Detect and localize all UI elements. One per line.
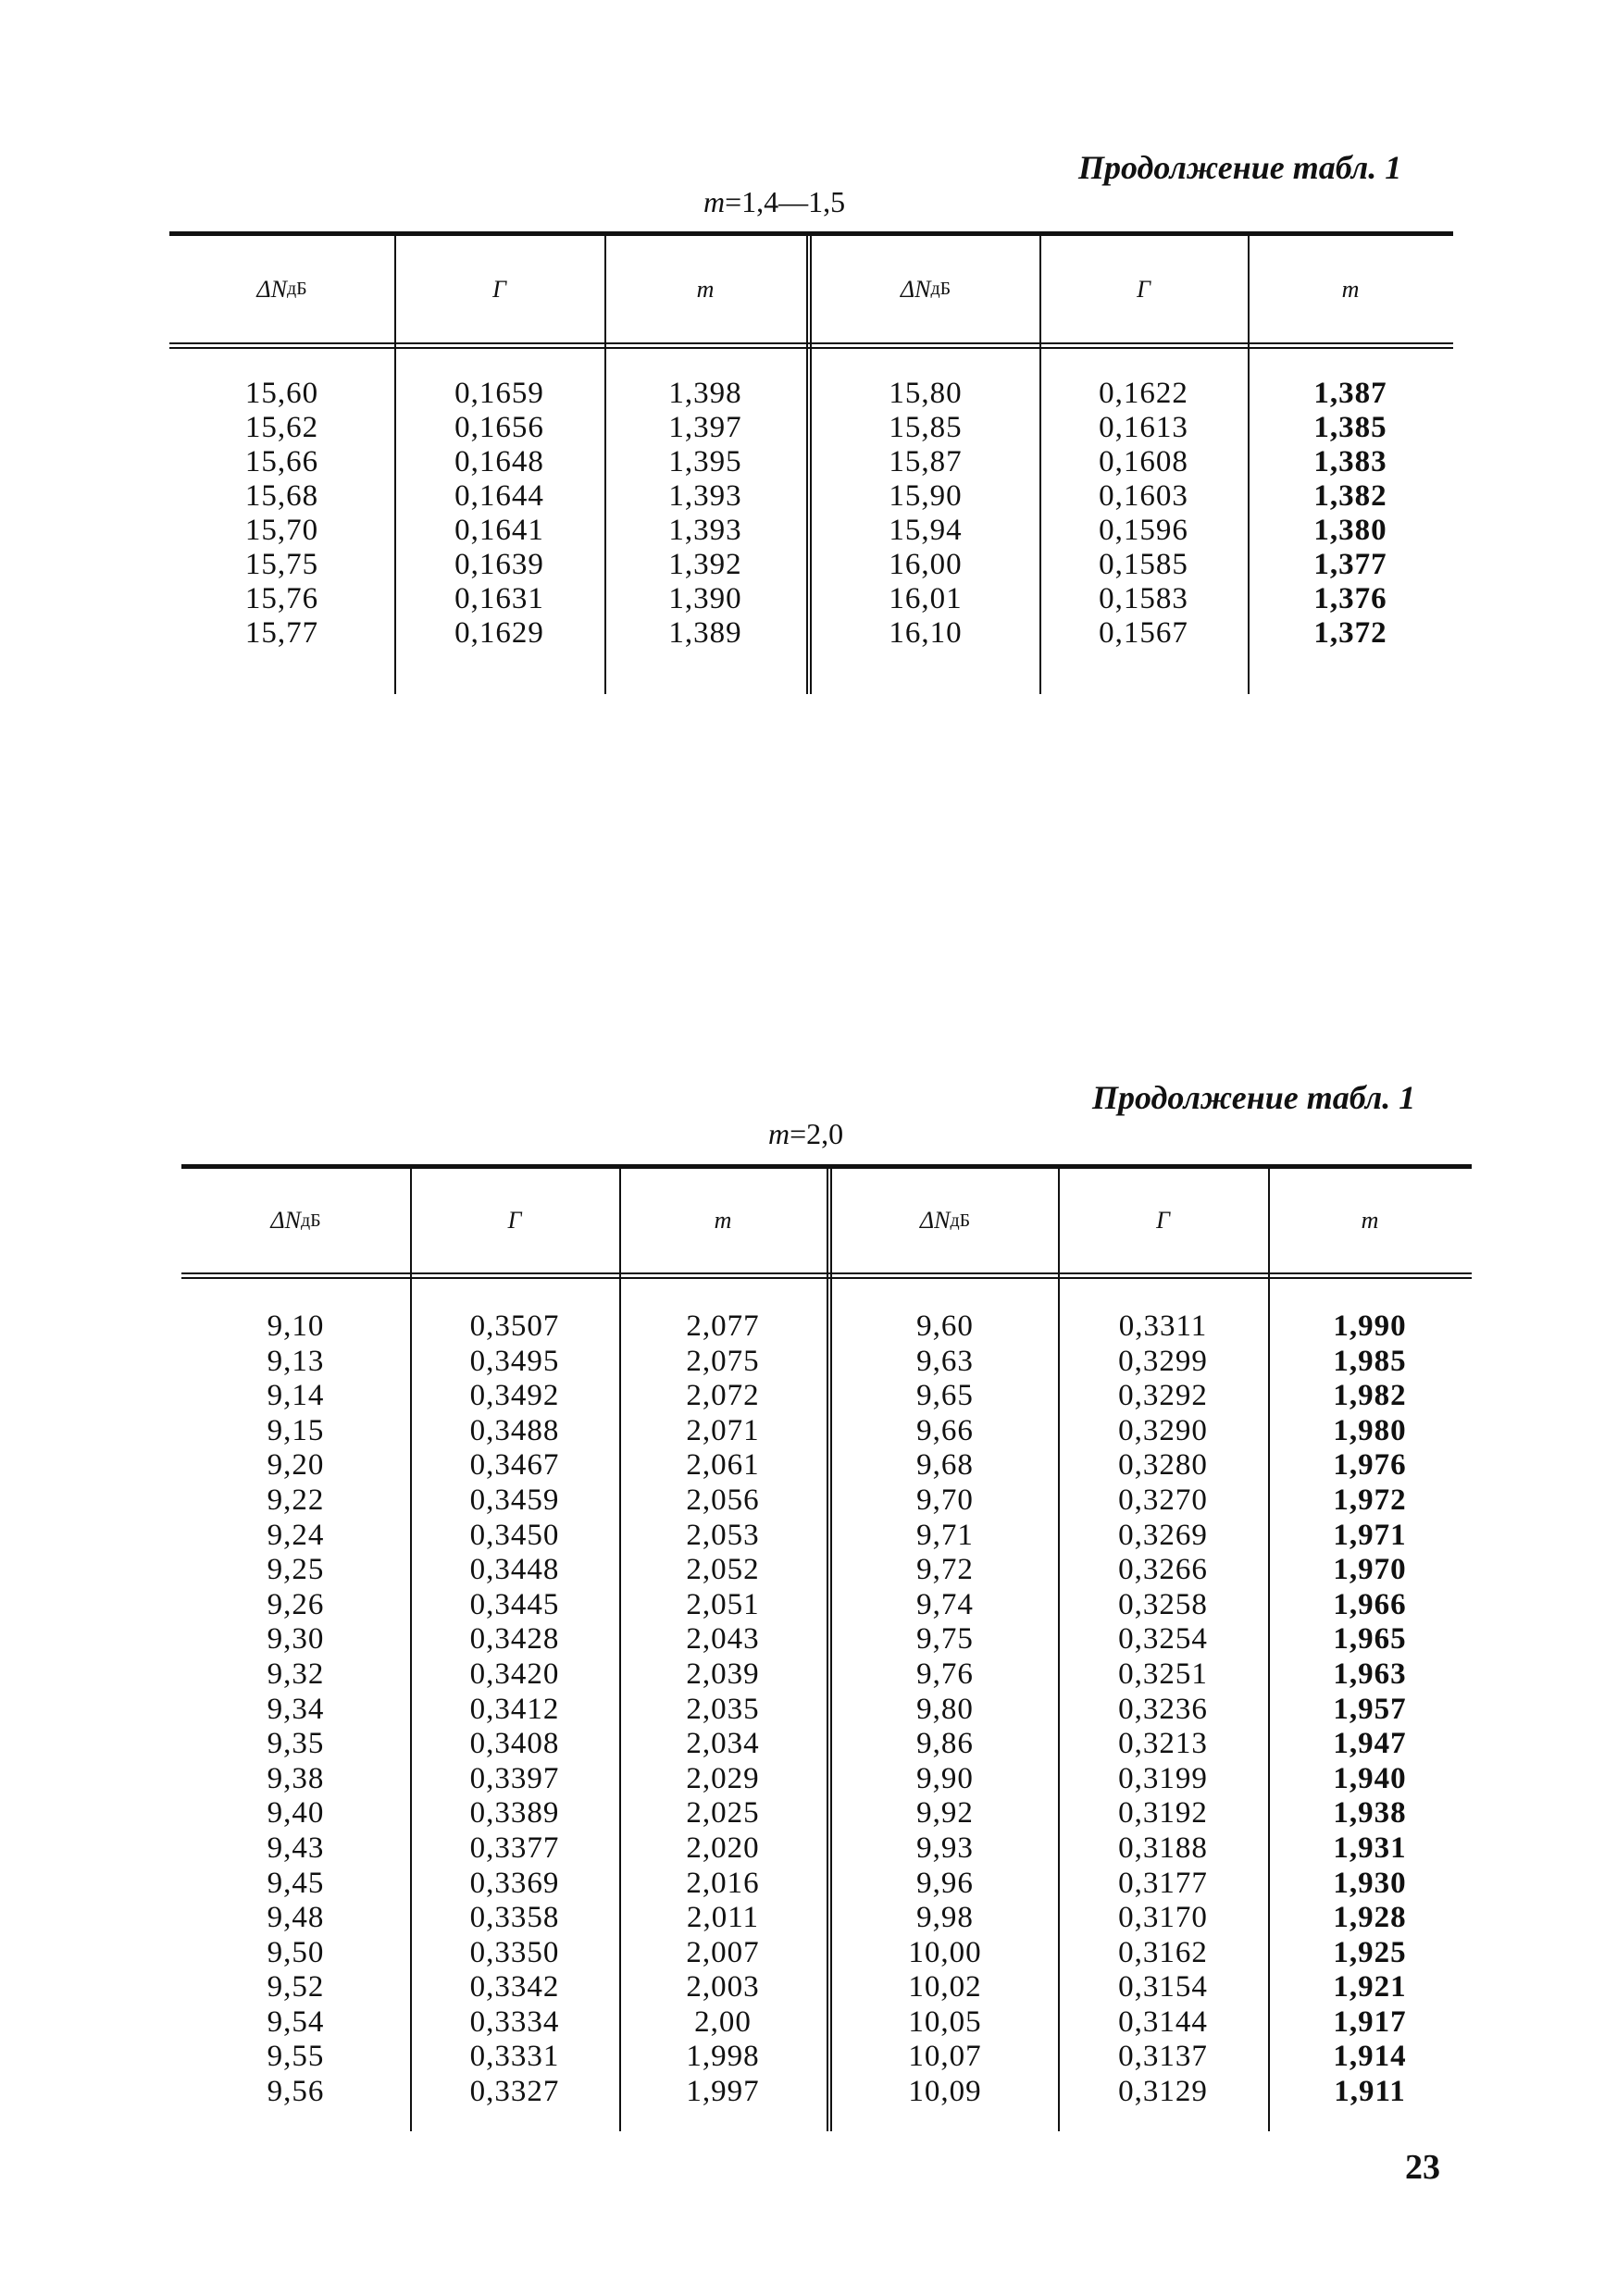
table-cell: 0,3408 bbox=[469, 1727, 560, 1761]
subheading-variable: m bbox=[703, 185, 726, 218]
table-cell: 0,3162 bbox=[1118, 1935, 1208, 1969]
table-cell: 15,76 bbox=[244, 582, 319, 615]
table-cell: 0,3342 bbox=[469, 1970, 560, 2004]
table-cell: 2,075 bbox=[686, 1344, 760, 1378]
table-cell: 0,3331 bbox=[469, 2040, 560, 2074]
table-cell: 2,00 bbox=[694, 2004, 752, 2039]
table-cell: 9,66 bbox=[916, 1413, 974, 1447]
header-delta-n: ΔN дБ bbox=[256, 275, 307, 303]
table-cell: 15,70 bbox=[244, 514, 319, 547]
table-cell: 0,1648 bbox=[454, 445, 544, 478]
table-cell: 0,3299 bbox=[1118, 1344, 1208, 1378]
table-cell: 0,3459 bbox=[469, 1483, 560, 1517]
table-cell: 0,1622 bbox=[1099, 377, 1188, 410]
table-cell: 10,09 bbox=[908, 2075, 982, 2109]
table-cell: 9,76 bbox=[916, 1657, 974, 1691]
table-cell: 16,01 bbox=[889, 582, 963, 615]
table-cell: 9,56 bbox=[267, 2075, 325, 2109]
table-cell: 9,10 bbox=[267, 1309, 325, 1343]
column-m bbox=[1268, 1309, 1472, 2110]
table-cell: 0,3358 bbox=[469, 1901, 560, 1935]
table-cell: 0,3192 bbox=[1118, 1796, 1208, 1831]
table-cell: 0,1639 bbox=[454, 548, 544, 581]
table-cell: 9,55 bbox=[267, 2040, 325, 2074]
table-cell: 0,1608 bbox=[1099, 445, 1188, 478]
table-cell: 0,3420 bbox=[469, 1657, 560, 1691]
table-cell: 1,940 bbox=[1333, 1761, 1407, 1795]
table-cell: 9,15 bbox=[267, 1413, 325, 1447]
column-m bbox=[1248, 377, 1453, 651]
table-cell: 0,3292 bbox=[1118, 1379, 1208, 1413]
table-cell: 15,87 bbox=[889, 445, 963, 478]
table-cell: 9,24 bbox=[267, 1518, 325, 1552]
column-delta-n bbox=[169, 377, 394, 651]
table-cell: 0,3467 bbox=[469, 1448, 560, 1483]
column-m bbox=[619, 1309, 827, 2110]
table-cell: 15,94 bbox=[889, 514, 963, 547]
table-cell: 9,32 bbox=[267, 1657, 325, 1691]
subheading-value: =1,4—1,5 bbox=[725, 185, 846, 218]
table-cell: 9,75 bbox=[916, 1622, 974, 1657]
table-cell: 0,3290 bbox=[1118, 1413, 1208, 1447]
table-cell: 0,3428 bbox=[469, 1622, 560, 1657]
table-cell: 0,1644 bbox=[454, 479, 544, 513]
table-cell: 0,3495 bbox=[469, 1344, 560, 1378]
table-cell: 0,3154 bbox=[1118, 1970, 1208, 2004]
table-cell: 9,68 bbox=[916, 1448, 974, 1483]
table-cell: 1,928 bbox=[1333, 1901, 1407, 1935]
table-cell: 2,052 bbox=[686, 1553, 760, 1587]
table-cell: 1,390 bbox=[668, 582, 742, 615]
table-cell: 2,011 bbox=[686, 1901, 760, 1935]
table-cell: 1,957 bbox=[1333, 1692, 1407, 1726]
table-cell: 9,92 bbox=[916, 1796, 974, 1831]
table-cell: 0,3258 bbox=[1118, 1587, 1208, 1621]
table-cell: 1,376 bbox=[1313, 582, 1387, 615]
table-cell: 0,3188 bbox=[1118, 1831, 1208, 1865]
table-cell: 1,947 bbox=[1333, 1727, 1407, 1761]
table-cell: 0,3389 bbox=[469, 1796, 560, 1831]
table-cell: 1,925 bbox=[1333, 1935, 1407, 1969]
table-cell: 1,971 bbox=[1333, 1518, 1407, 1552]
table-cell: 1,982 bbox=[1333, 1379, 1407, 1413]
table-cell: 0,3334 bbox=[469, 2004, 560, 2039]
table-cell: 16,00 bbox=[889, 548, 963, 581]
table-cell: 0,3445 bbox=[469, 1587, 560, 1621]
table-cell: 9,74 bbox=[916, 1587, 974, 1621]
column-m bbox=[604, 377, 806, 651]
table-cell: 0,1659 bbox=[454, 377, 544, 410]
table-cell: 2,007 bbox=[686, 1935, 760, 1969]
table-cell: 1,931 bbox=[1333, 1831, 1407, 1865]
table-cell: 9,14 bbox=[267, 1379, 325, 1413]
table-cell: 9,80 bbox=[916, 1692, 974, 1726]
table-cell: 9,54 bbox=[267, 2004, 325, 2039]
table-cell: 9,35 bbox=[267, 1727, 325, 1761]
table-cell: 1,380 bbox=[1313, 514, 1387, 547]
header-gamma: Г bbox=[1137, 275, 1151, 303]
table-cell: 9,52 bbox=[267, 1970, 325, 2004]
table-cell: 15,75 bbox=[244, 548, 319, 581]
table-cell: 0,3170 bbox=[1118, 1901, 1208, 1935]
header-delta-n: ΔN дБ bbox=[270, 1207, 321, 1234]
table-cell: 10,05 bbox=[908, 2004, 982, 2039]
table-cell: 9,72 bbox=[916, 1553, 974, 1587]
table-cell: 9,50 bbox=[267, 1935, 325, 1969]
table-cell: 1,997 bbox=[686, 2075, 760, 2109]
table-cell: 2,020 bbox=[686, 1831, 760, 1865]
table-cell: 2,072 bbox=[686, 1379, 760, 1413]
table-cell: 1,389 bbox=[668, 616, 742, 650]
table-caption: Продолжение табл. 1 bbox=[1078, 149, 1402, 186]
header-gamma: Г bbox=[1156, 1207, 1170, 1234]
table-cell: 15,60 bbox=[244, 377, 319, 410]
table-cell: 2,016 bbox=[686, 1866, 760, 1900]
table-cell: 0,3129 bbox=[1118, 2075, 1208, 2109]
table-cell: 2,035 bbox=[686, 1692, 760, 1726]
table-cell: 1,387 bbox=[1313, 377, 1387, 410]
table-cell: 0,3213 bbox=[1118, 1727, 1208, 1761]
table-cell: 9,13 bbox=[267, 1344, 325, 1378]
header-gamma: Г bbox=[507, 1207, 522, 1234]
table-cell: 0,1596 bbox=[1099, 514, 1188, 547]
table-cell: 1,990 bbox=[1333, 1309, 1407, 1343]
table-cell: 1,385 bbox=[1313, 411, 1387, 444]
table-cell: 0,3236 bbox=[1118, 1692, 1208, 1726]
column-gamma bbox=[410, 1309, 619, 2110]
header-delta-n: ΔN дБ bbox=[919, 1207, 971, 1234]
table-cell: 0,3254 bbox=[1118, 1622, 1208, 1657]
table-cell: 15,90 bbox=[889, 479, 963, 513]
table-cell: 9,20 bbox=[267, 1448, 325, 1483]
data-table bbox=[181, 1164, 1472, 2131]
table-cell: 0,3280 bbox=[1118, 1448, 1208, 1483]
table-cell: 0,3397 bbox=[469, 1761, 560, 1795]
subheading-value: =2,0 bbox=[790, 1117, 844, 1150]
table-cell: 1,392 bbox=[668, 548, 742, 581]
table-cell: 16,10 bbox=[889, 616, 963, 650]
table-cell: 1,938 bbox=[1333, 1796, 1407, 1831]
table-cell: 0,3137 bbox=[1118, 2040, 1208, 2074]
table-cell: 0,1583 bbox=[1099, 582, 1188, 615]
table-cell: 0,3199 bbox=[1118, 1761, 1208, 1795]
table-cell: 1,970 bbox=[1333, 1553, 1407, 1587]
table-cell: 9,98 bbox=[916, 1901, 974, 1935]
table-cell: 15,80 bbox=[889, 377, 963, 410]
table-cell: 9,26 bbox=[267, 1587, 325, 1621]
table-cell: 0,3369 bbox=[469, 1866, 560, 1900]
table-cell: 0,1567 bbox=[1099, 616, 1188, 650]
table-cell: 1,383 bbox=[1313, 445, 1387, 478]
table-cell: 9,90 bbox=[916, 1761, 974, 1795]
table-cell: 0,3350 bbox=[469, 1935, 560, 1969]
table-cell: 0,1641 bbox=[454, 514, 544, 547]
table-cell: 0,1585 bbox=[1099, 548, 1188, 581]
table-cell: 9,40 bbox=[267, 1796, 325, 1831]
table-cell: 1,382 bbox=[1313, 479, 1387, 513]
table-cell: 0,3270 bbox=[1118, 1483, 1208, 1517]
table-cell: 15,62 bbox=[244, 411, 319, 444]
table-cell: 2,077 bbox=[686, 1309, 760, 1343]
table-cell: 9,22 bbox=[267, 1483, 325, 1517]
table-cell: 0,1631 bbox=[454, 582, 544, 615]
column-gamma bbox=[1058, 1309, 1268, 2110]
table-cell: 0,3488 bbox=[469, 1413, 560, 1447]
table-cell: 0,3251 bbox=[1118, 1657, 1208, 1691]
table-cell: 9,30 bbox=[267, 1622, 325, 1657]
column-delta-n bbox=[832, 1309, 1058, 2110]
table-cell: 1,985 bbox=[1333, 1344, 1407, 1378]
table-cell: 0,3492 bbox=[469, 1379, 560, 1413]
table-cell: 2,056 bbox=[686, 1483, 760, 1517]
table-cell: 1,976 bbox=[1333, 1448, 1407, 1483]
table-cell: 9,34 bbox=[267, 1692, 325, 1726]
table-cell: 0,3144 bbox=[1118, 2004, 1208, 2039]
table-cell: 0,3450 bbox=[469, 1518, 560, 1552]
table-cell: 1,377 bbox=[1313, 548, 1387, 581]
table-subheading bbox=[703, 185, 845, 219]
table-cell: 1,966 bbox=[1333, 1587, 1407, 1621]
table-cell: 0,3507 bbox=[469, 1309, 560, 1343]
column-delta-n bbox=[812, 377, 1039, 651]
table-cell: 1,372 bbox=[1313, 616, 1387, 650]
header-m: m bbox=[1341, 275, 1360, 303]
table-cell: 1,914 bbox=[1333, 2040, 1407, 2074]
table-cell: 2,071 bbox=[686, 1413, 760, 1447]
table-subheading bbox=[768, 1117, 843, 1151]
table-cell: 9,43 bbox=[267, 1831, 325, 1865]
table-cell: 0,3412 bbox=[469, 1692, 560, 1726]
table-cell: 1,930 bbox=[1333, 1866, 1407, 1900]
table-cell: 1,998 bbox=[686, 2040, 760, 2074]
table-cell: 1,393 bbox=[668, 514, 742, 547]
table-cell: 1,398 bbox=[668, 377, 742, 410]
table-cell: 1,921 bbox=[1333, 1970, 1407, 2004]
table-cell: 1,397 bbox=[668, 411, 742, 444]
table-cell: 1,393 bbox=[668, 479, 742, 513]
table-cell: 0,1656 bbox=[454, 411, 544, 444]
table-cell: 1,395 bbox=[668, 445, 742, 478]
table-cell: 2,051 bbox=[686, 1587, 760, 1621]
data-table bbox=[169, 231, 1453, 694]
table-cell: 0,1603 bbox=[1099, 479, 1188, 513]
table-cell: 0,1613 bbox=[1099, 411, 1188, 444]
header-m: m bbox=[714, 1207, 732, 1234]
table-cell: 2,025 bbox=[686, 1796, 760, 1831]
table-cell: 9,63 bbox=[916, 1344, 974, 1378]
table-cell: 15,85 bbox=[889, 411, 963, 444]
table-cell: 0,3269 bbox=[1118, 1518, 1208, 1552]
table-cell: 2,003 bbox=[686, 1970, 760, 2004]
table-cell: 15,66 bbox=[244, 445, 319, 478]
table-cell: 2,053 bbox=[686, 1518, 760, 1552]
table-cell: 1,917 bbox=[1333, 2004, 1407, 2039]
table-cell: 1,972 bbox=[1333, 1483, 1407, 1517]
table-cell: 0,3327 bbox=[469, 2075, 560, 2109]
table-cell: 9,48 bbox=[267, 1901, 325, 1935]
column-gamma bbox=[1039, 377, 1248, 651]
table-cell: 0,3377 bbox=[469, 1831, 560, 1865]
header-gamma: Г bbox=[492, 275, 506, 303]
table-cell: 15,68 bbox=[244, 479, 319, 513]
table-cell: 1,911 bbox=[1334, 2075, 1406, 2109]
table-cell: 9,93 bbox=[916, 1831, 974, 1865]
table-cell: 0,3311 bbox=[1118, 1309, 1208, 1343]
table-cell: 9,71 bbox=[916, 1518, 974, 1552]
table-cell: 0,3177 bbox=[1118, 1866, 1208, 1900]
table-cell: 9,60 bbox=[916, 1309, 974, 1343]
table-cell: 2,029 bbox=[686, 1761, 760, 1795]
table-cell: 9,65 bbox=[916, 1379, 974, 1413]
table-cell: 2,039 bbox=[686, 1657, 760, 1691]
table-cell: 0,3448 bbox=[469, 1553, 560, 1587]
header-m: m bbox=[1361, 1207, 1379, 1234]
table-cell: 2,034 bbox=[686, 1727, 760, 1761]
column-delta-n bbox=[181, 1309, 410, 2110]
table-cell: 2,043 bbox=[686, 1622, 760, 1657]
table-cell: 2,061 bbox=[686, 1448, 760, 1483]
header-delta-n: ΔN дБ bbox=[900, 275, 952, 303]
table-cell: 9,45 bbox=[267, 1866, 325, 1900]
table-cell: 0,3266 bbox=[1118, 1553, 1208, 1587]
table-cell: 0,1629 bbox=[454, 616, 544, 650]
table-cell: 15,77 bbox=[244, 616, 319, 650]
page-number: 23 bbox=[1405, 2148, 1440, 2187]
table-cell: 9,86 bbox=[916, 1727, 974, 1761]
table-caption: Продолжение табл. 1 bbox=[1092, 1079, 1416, 1116]
table-cell: 10,07 bbox=[908, 2040, 982, 2074]
table-cell: 9,96 bbox=[916, 1866, 974, 1900]
table-cell: 10,02 bbox=[908, 1970, 982, 2004]
table-cell: 9,70 bbox=[916, 1483, 974, 1517]
subheading-variable: m bbox=[768, 1117, 790, 1150]
header-m: m bbox=[696, 275, 715, 303]
table-cell: 9,25 bbox=[267, 1553, 325, 1587]
column-gamma bbox=[394, 377, 604, 651]
table-cell: 1,980 bbox=[1333, 1413, 1407, 1447]
table-cell: 9,38 bbox=[267, 1761, 325, 1795]
table-cell: 1,963 bbox=[1333, 1657, 1407, 1691]
table-cell: 1,965 bbox=[1333, 1622, 1407, 1657]
table-cell: 10,00 bbox=[908, 1935, 982, 1969]
